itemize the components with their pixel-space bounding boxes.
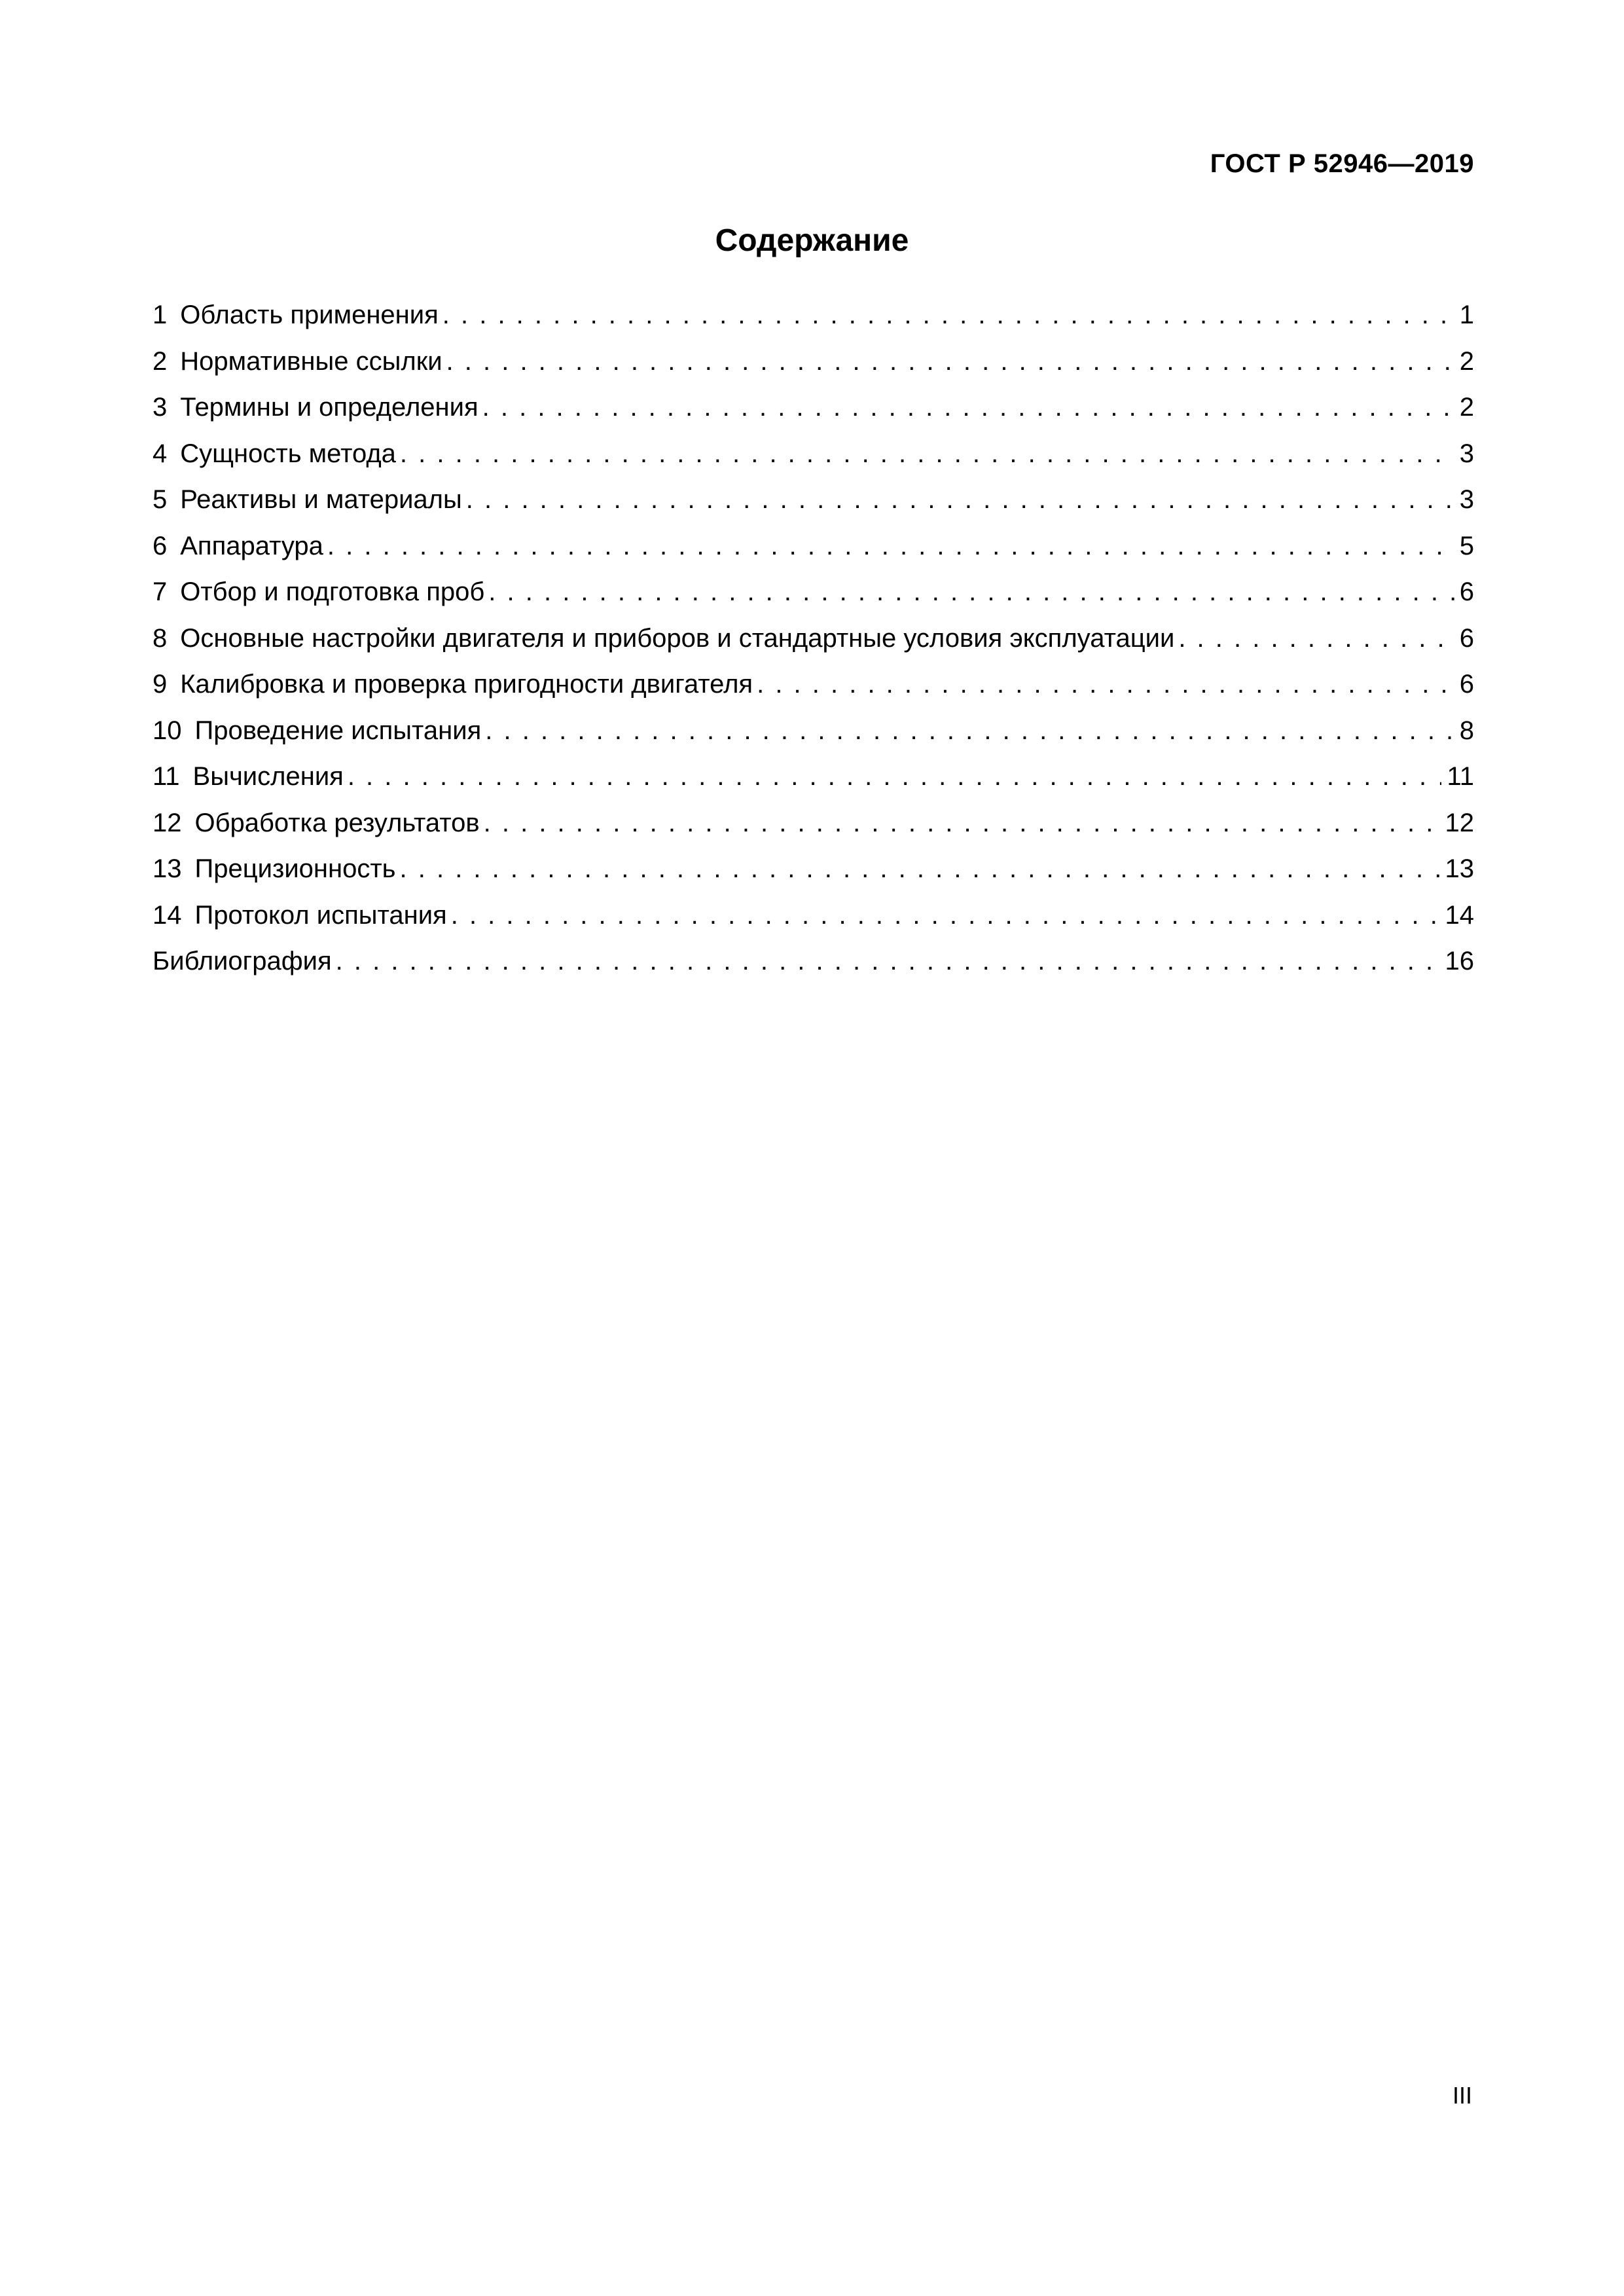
toc-entry-page: 14	[1445, 900, 1474, 930]
table-of-contents	[153, 300, 1474, 993]
toc-entry-label: Протокол испытания	[194, 900, 447, 930]
toc-entry[interactable]	[153, 531, 1474, 577]
toc-entry-label: Калибровка и проверка пригодности двигателя	[180, 670, 753, 699]
toc-leader-dots	[757, 669, 1454, 699]
toc-entry[interactable]	[153, 900, 1474, 947]
toc-entry-number: 8	[153, 623, 168, 653]
toc-leader-dots	[485, 716, 1454, 746]
toc-entry[interactable]	[153, 484, 1474, 531]
document-id-header: ГОСТ Р 52946—2019	[1210, 149, 1474, 178]
toc-entry-number: 9	[153, 670, 168, 699]
toc-entry-label: Отбор и подготовка проб	[180, 577, 485, 606]
toc-leader-dots	[400, 439, 1454, 469]
toc-leader-dots	[336, 946, 1440, 976]
toc-entry-label: Вычисления	[192, 762, 344, 791]
toc-entry-page: 8	[1459, 716, 1474, 745]
toc-entry-page: 6	[1459, 670, 1474, 699]
toc-entry-page: 11	[1447, 762, 1474, 791]
toc-entry-label: Основные настройки двигателя и приборов и стандартные условия эксплуатации	[180, 623, 1175, 653]
toc-entry-page: 1	[1459, 301, 1474, 329]
toc-entry-number: 1	[153, 301, 168, 329]
toc-entry-page: 13	[1445, 854, 1474, 883]
toc-entry[interactable]	[153, 300, 1474, 346]
toc-entry-page: 16	[1445, 947, 1474, 975]
toc-entry-number: 7	[153, 577, 168, 606]
toc-entry-page: 6	[1459, 577, 1474, 606]
toc-leader-dots	[451, 900, 1440, 930]
toc-entry[interactable]	[153, 577, 1474, 623]
toc-entry-page: 2	[1459, 346, 1474, 376]
toc-leader-dots	[466, 484, 1454, 515]
toc-entry[interactable]	[153, 623, 1474, 670]
toc-entry-page: 6	[1459, 623, 1474, 653]
toc-entry[interactable]	[153, 854, 1474, 900]
toc-title: Содержание	[715, 223, 909, 258]
toc-entry[interactable]	[153, 716, 1474, 762]
toc-entry-label: Нормативные ссылки	[180, 346, 442, 376]
toc-entry-label: Область применения	[180, 301, 439, 329]
toc-entry-page: 5	[1459, 531, 1474, 560]
toc-entry[interactable]	[153, 761, 1474, 808]
toc-entry-number: 13	[153, 854, 182, 883]
toc-entry-label: Аппаратура	[180, 531, 323, 560]
toc-entry-number: 3	[153, 393, 168, 422]
toc-entry-label: Термины и определения	[180, 393, 478, 422]
toc-entry-label: Библиография	[153, 947, 332, 975]
toc-entry-number: 5	[153, 485, 168, 514]
toc-entry[interactable]	[153, 392, 1474, 439]
toc-entry-number: 2	[153, 346, 168, 376]
toc-entry-page: 2	[1459, 393, 1474, 422]
toc-leader-dots	[348, 761, 1442, 792]
toc-entry[interactable]	[153, 439, 1474, 485]
toc-leader-dots	[446, 346, 1454, 376]
toc-entry-label: Обработка результатов	[194, 808, 480, 837]
toc-entry-label: Реактивы и материалы	[180, 485, 462, 514]
toc-entry-label: Проведение испытания	[194, 716, 482, 745]
toc-leader-dots	[442, 300, 1454, 330]
toc-entry-number: 4	[153, 439, 168, 468]
toc-leader-dots	[488, 577, 1454, 607]
toc-entry-number: 11	[153, 762, 180, 791]
toc-entry[interactable]	[153, 346, 1474, 393]
toc-leader-dots	[400, 854, 1440, 884]
toc-leader-dots	[327, 531, 1454, 561]
toc-entry-number: 10	[153, 716, 182, 745]
toc-entry-label: Сущность метода	[180, 439, 396, 468]
toc-entry-number: 14	[153, 900, 182, 930]
toc-entry-page: 12	[1445, 808, 1474, 837]
toc-leader-dots	[1178, 623, 1454, 653]
toc-entry-number: 6	[153, 531, 168, 560]
toc-entry[interactable]	[153, 669, 1474, 716]
toc-entry-page: 3	[1459, 485, 1474, 514]
toc-entry-label: Прецизионность	[194, 854, 396, 883]
page-number: III	[1452, 2082, 1472, 2109]
toc-entry-page: 3	[1459, 439, 1474, 468]
toc-entry-bibliography[interactable]	[153, 946, 1474, 993]
toc-entry[interactable]	[153, 808, 1474, 854]
toc-leader-dots	[482, 392, 1454, 422]
toc-leader-dots	[484, 808, 1440, 838]
toc-entry-number: 12	[153, 808, 182, 837]
